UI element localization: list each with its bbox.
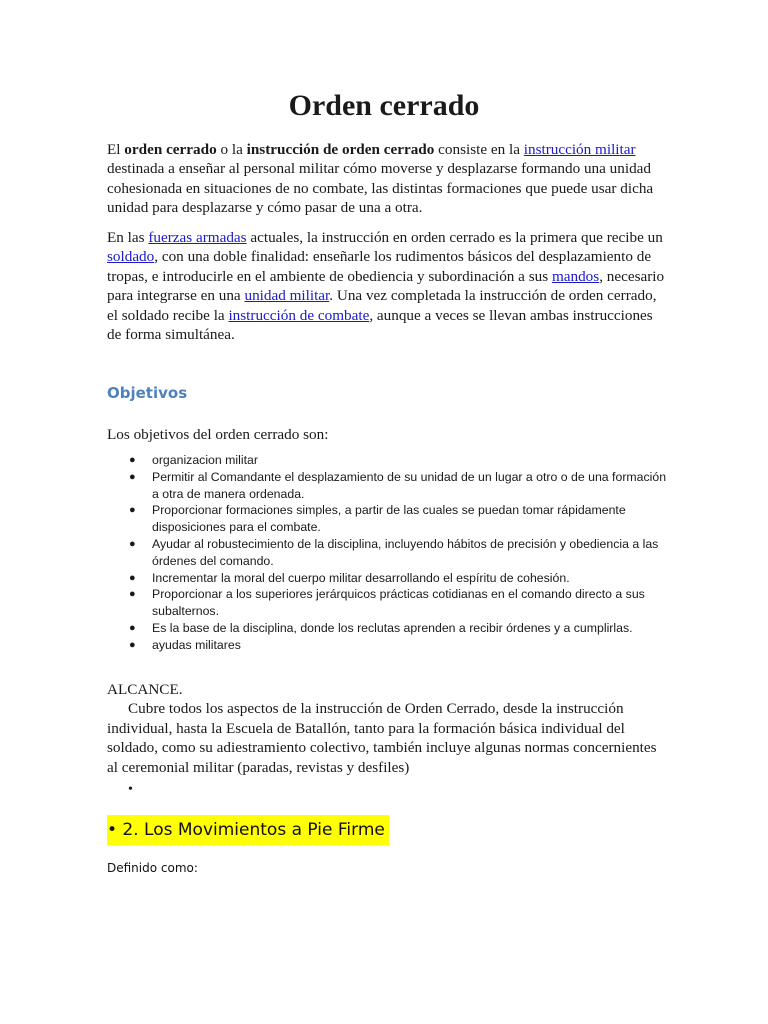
p2-text-4: , necesario para integrarse en una bbox=[107, 267, 665, 305]
intro-text-4: destinada a enseñar al personal militar cómo moverse y desplazarse formando una unidad cohesionada en situaciones de no combate, las distintas formaciones que puede usar dicha unidad para desplazarse y cómo pasar de una a otra. bbox=[107, 160, 654, 217]
objetivo-item bbox=[107, 620, 667, 637]
objetivo-text: Incrementar la moral del cuerpo militar desarrollando el espíritu de cohesión. bbox=[152, 570, 570, 585]
alcance-body bbox=[107, 699, 667, 777]
alcance-section bbox=[107, 680, 667, 777]
fuerzas-paragraph bbox=[107, 228, 667, 344]
objetivos-list bbox=[107, 452, 667, 654]
objetivo-item bbox=[107, 586, 667, 620]
objetivo-text: Proporcionar formaciones simples, a partir de las cuales se puedan tomar rápidamente disposiciones para el combate. bbox=[152, 503, 626, 535]
empty-bullet-icon: • bbox=[128, 782, 133, 797]
objetivo-text: Proporcionar a los superiores jerárquicos prácticas cotidianas en el comando directo a sus subalternos. bbox=[152, 587, 645, 619]
section-2-heading: • 2. Los Movimientos a Pie Firme bbox=[107, 815, 389, 845]
alcance-body-text: Cubre todos los aspectos de la instrucción de Orden Cerrado, desde la instrucción individual, hasta la Escuela de Batallón, tanto para la formación básica individual del soldado, como su adiestramiento colectivo, también incluye algunas normas concernientes al ceremonial militar (paradas, revistas y desfiles) bbox=[107, 700, 657, 776]
alcance-heading: ALCANCE. bbox=[107, 681, 183, 698]
objetivo-item bbox=[107, 536, 667, 570]
intro-text-1: El bbox=[107, 141, 125, 158]
bullet-dot-icon: ● bbox=[129, 588, 136, 601]
link-soldado[interactable]: soldado bbox=[107, 248, 155, 266]
p2-text-1: En las bbox=[107, 229, 149, 246]
link-instruccion-de-combate[interactable]: instrucción de combate bbox=[228, 306, 370, 324]
objetivo-item bbox=[107, 469, 667, 503]
definido-label: Definido como: bbox=[107, 861, 198, 875]
objetivos-intro: Los objetivos del orden cerrado son: bbox=[107, 426, 329, 443]
objetivo-item bbox=[107, 502, 667, 536]
link-mandos[interactable]: mandos bbox=[551, 267, 600, 285]
objetivo-item bbox=[107, 570, 667, 587]
bullet-dot-icon: ● bbox=[129, 571, 136, 584]
link-unidad-militar[interactable]: unidad militar bbox=[244, 287, 330, 305]
intro-paragraph bbox=[107, 140, 667, 218]
bullet-dot-icon: ● bbox=[129, 504, 136, 517]
intro-text-3: consiste en la bbox=[434, 141, 524, 158]
objetivo-item bbox=[107, 452, 667, 469]
bullet-dot-icon: ● bbox=[129, 638, 136, 651]
p2-text-6: , aunque a veces se llevan ambas instrucciones de forma simultánea. bbox=[107, 306, 653, 344]
link-instruccion-militar[interactable]: instrucción militar bbox=[523, 141, 636, 158]
objetivo-item bbox=[107, 637, 667, 654]
bullet-dot-icon: ● bbox=[129, 470, 136, 483]
objetivo-text: Permitir al Comandante el desplazamiento de su unidad de un lugar a otro o de una formación a otra de manera ordenada. bbox=[152, 469, 667, 501]
intro-text-2: o la bbox=[216, 141, 247, 158]
intro-bold-1: orden cerrado bbox=[124, 141, 217, 158]
objetivo-text: organizacion militar bbox=[152, 453, 258, 467]
objetivo-text: Ayudar al robustecimiento de la disciplina, incluyendo hábitos de precisión y obediencia a las órdenes del comando. bbox=[152, 536, 659, 568]
link-fuerzas-armadas[interactable]: fuerzas armadas bbox=[148, 229, 247, 246]
bullet-dot-icon: ● bbox=[129, 454, 136, 466]
bullet-dot-icon: ● bbox=[129, 621, 136, 634]
intro-bold-2: instrucción de orden cerrado bbox=[246, 141, 435, 158]
p2-text-5: . Una vez completada la instrucción de orden cerrado, el soldado recibe la bbox=[107, 287, 657, 324]
p2-text-3: , con una doble finalidad: enseñarle los rudimentos básicos del desplazamiento de tropas, e introducirle en el ambiente de obediencia y subordinación a sus bbox=[107, 248, 652, 285]
objetivos-heading: Objetivos bbox=[107, 384, 188, 402]
objetivo-text: Es la base de la disciplina, donde los reclutas aprenden a recibir órdenes y a cumplirlas. bbox=[152, 620, 633, 635]
bullet-dot-icon: ● bbox=[129, 537, 136, 550]
page-title: Orden cerrado bbox=[288, 89, 480, 122]
objetivo-text: ayudas militares bbox=[152, 637, 241, 652]
p2-text-2: actuales, la instrucción en orden cerrado es la primera que recibe un bbox=[246, 229, 663, 246]
